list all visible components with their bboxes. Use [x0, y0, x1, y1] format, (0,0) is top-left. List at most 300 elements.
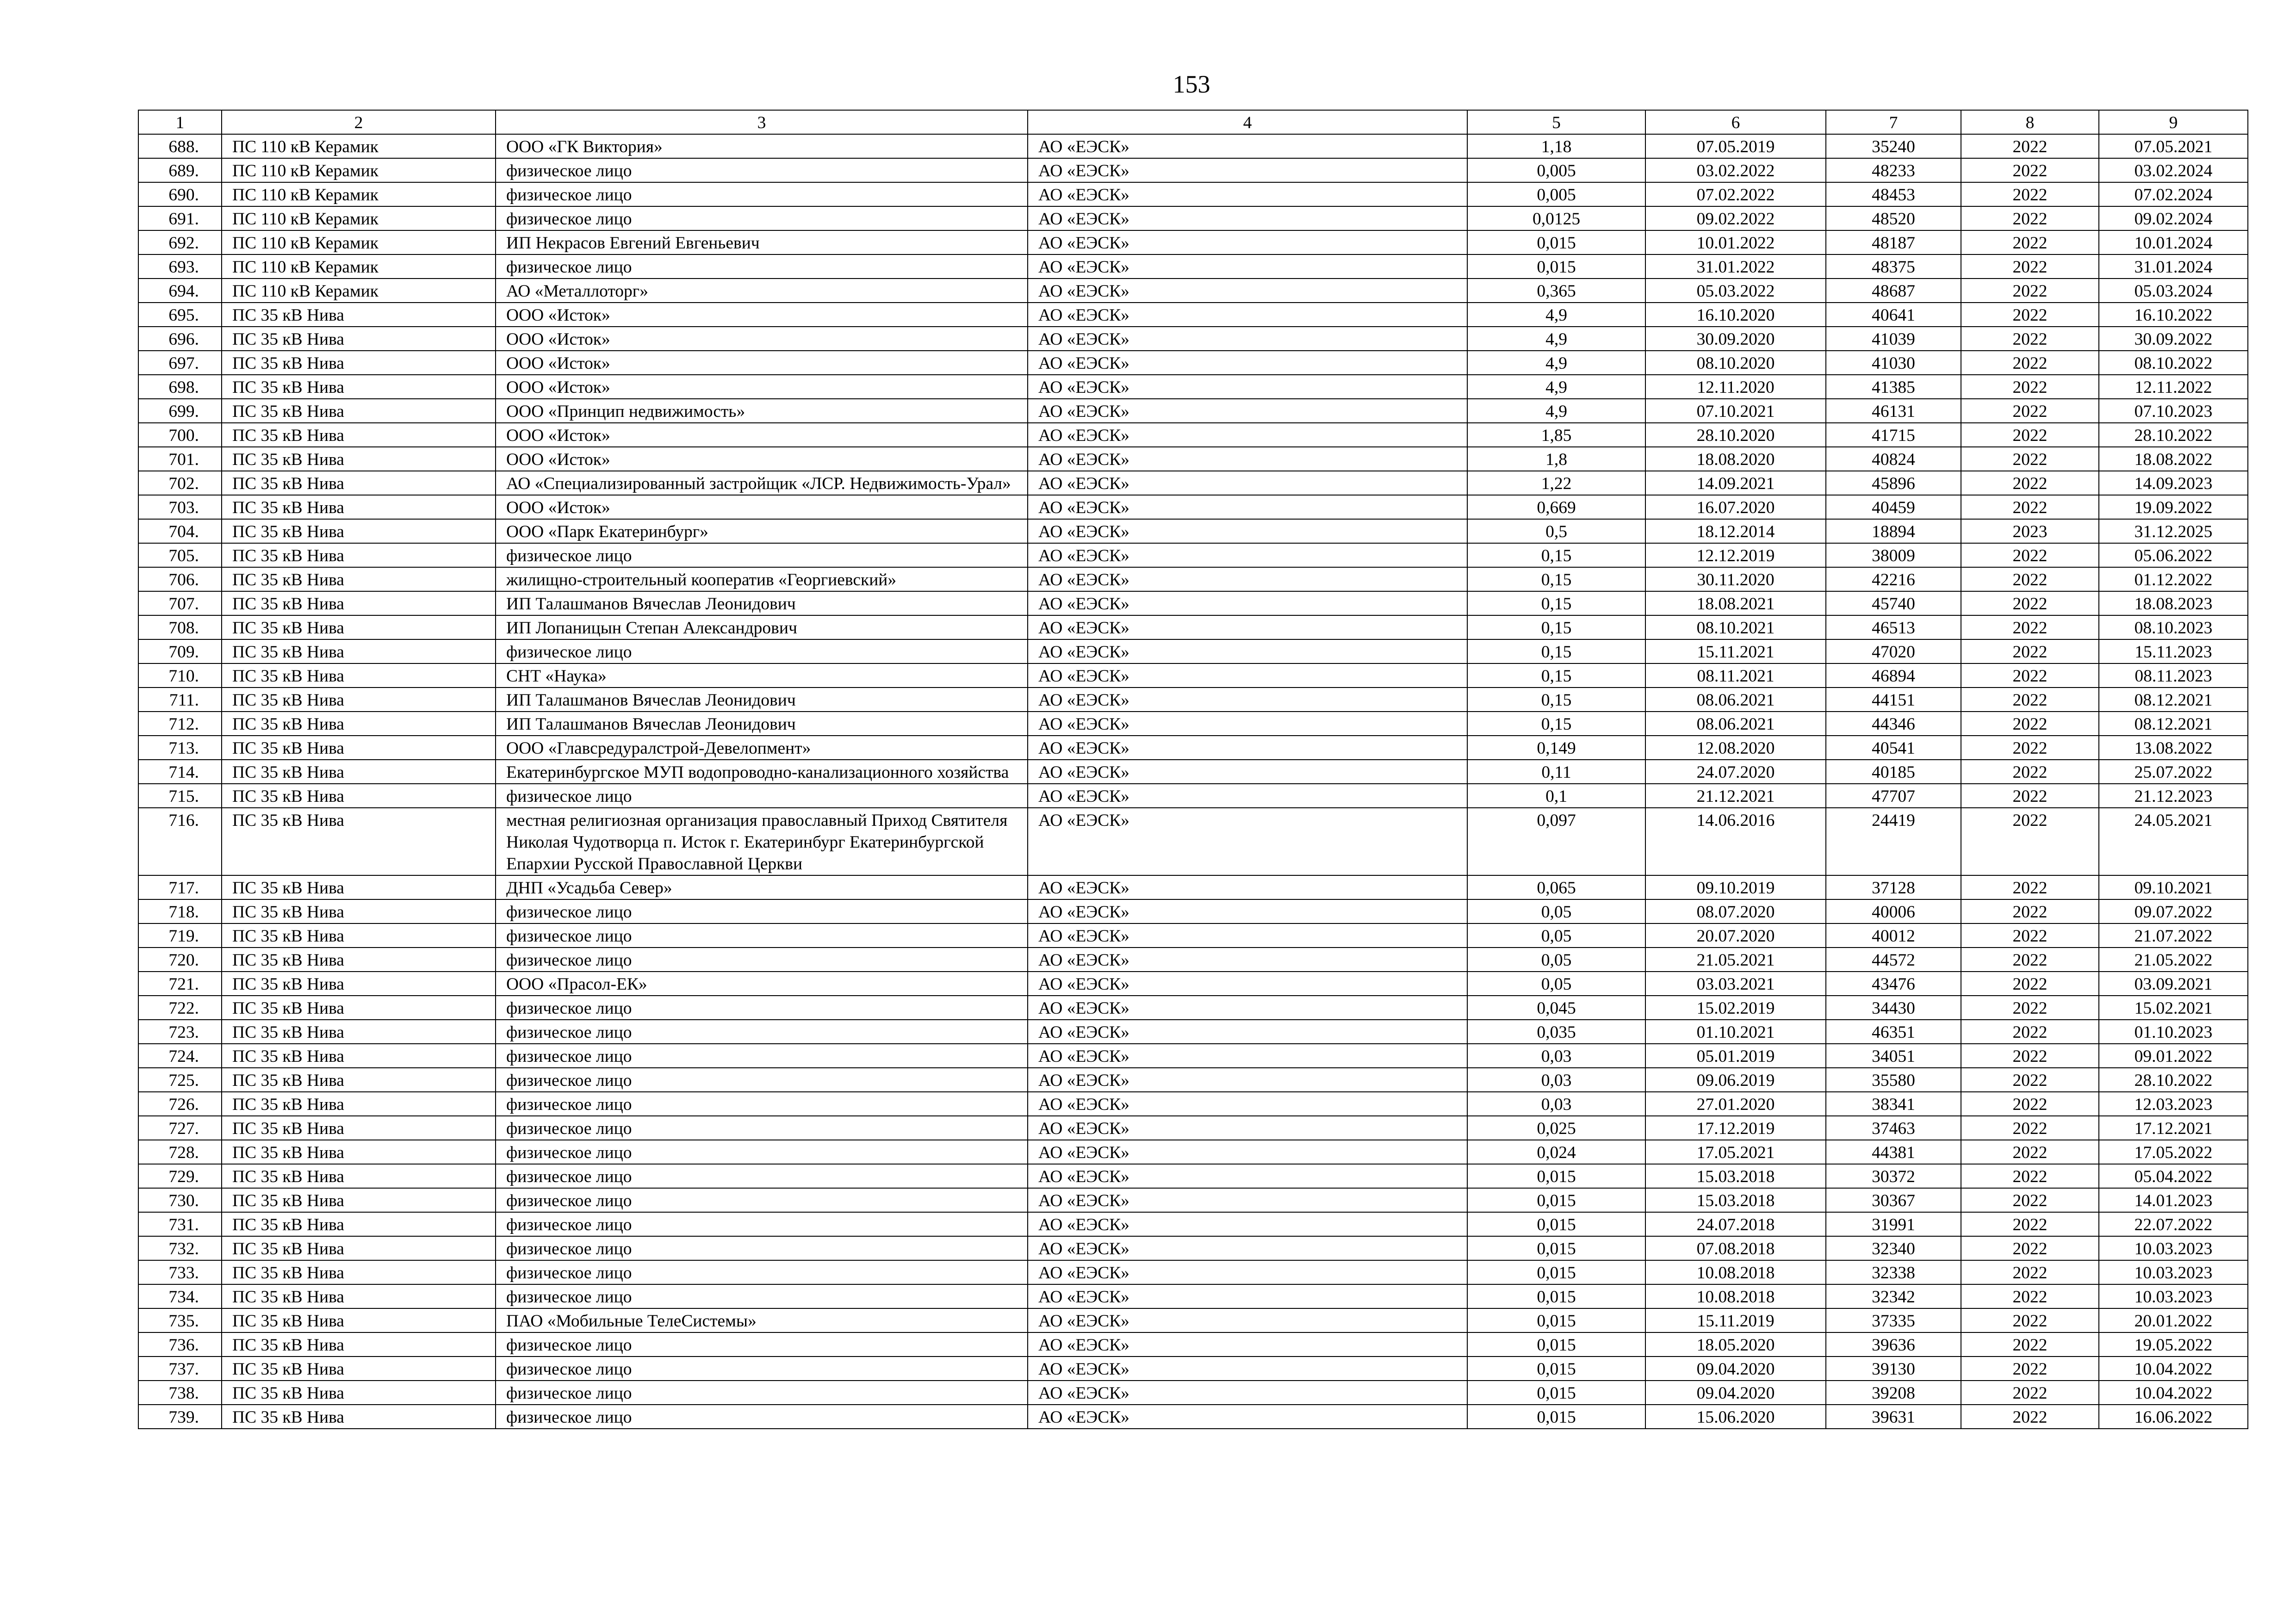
year-cell: 2022: [1961, 1381, 2099, 1405]
header-cell: 4: [1028, 110, 1467, 134]
contract-number-cell: 39208: [1826, 1381, 1961, 1405]
substation-cell: ПС 35 кВ Нива: [222, 972, 496, 996]
capacity-cell: 0,05: [1467, 923, 1645, 948]
grid-company-cell: АО «ЕЭСК»: [1028, 254, 1467, 279]
substation-cell: ПС 35 кВ Нива: [222, 875, 496, 899]
deadline-cell: 07.10.2023: [2099, 399, 2248, 423]
contract-date-cell: 12.08.2020: [1645, 736, 1826, 760]
table-row: [138, 351, 2248, 375]
deadline-cell: 12.03.2023: [2099, 1092, 2248, 1116]
capacity-cell: 0,149: [1467, 736, 1645, 760]
contract-date-cell: 09.10.2019: [1645, 875, 1826, 899]
table-row: [138, 639, 2248, 663]
contract-number-cell: 40459: [1826, 495, 1961, 519]
deadline-cell: 05.06.2022: [2099, 543, 2248, 567]
substation-cell: ПС 35 кВ Нива: [222, 519, 496, 543]
applicant-cell: физическое лицо: [496, 1236, 1028, 1260]
contract-number-cell: 48187: [1826, 230, 1961, 254]
grid-company-cell: АО «ЕЭСК»: [1028, 736, 1467, 760]
capacity-cell: 0,015: [1467, 230, 1645, 254]
contract-date-cell: 14.06.2016: [1645, 808, 1826, 875]
capacity-cell: 0,15: [1467, 639, 1645, 663]
table-row: [138, 1357, 2248, 1381]
row-number-cell: 692.: [138, 230, 222, 254]
contract-date-cell: 03.02.2022: [1645, 158, 1826, 182]
deadline-cell: 13.08.2022: [2099, 736, 2248, 760]
deadline-cell: 20.01.2022: [2099, 1308, 2248, 1332]
deadline-cell: 16.10.2022: [2099, 303, 2248, 327]
deadline-cell: 22.07.2022: [2099, 1212, 2248, 1236]
capacity-cell: 0,15: [1467, 712, 1645, 736]
grid-company-cell: АО «ЕЭСК»: [1028, 519, 1467, 543]
year-cell: 2022: [1961, 279, 2099, 303]
contract-date-cell: 08.10.2020: [1645, 351, 1826, 375]
table-row: [138, 1044, 2248, 1068]
table-row: [138, 996, 2248, 1020]
table-row: [138, 875, 2248, 899]
substation-cell: ПС 35 кВ Нива: [222, 1260, 496, 1284]
contract-number-cell: 38341: [1826, 1092, 1961, 1116]
contract-date-cell: 08.10.2021: [1645, 615, 1826, 639]
contract-number-cell: 41030: [1826, 351, 1961, 375]
deadline-cell: 15.11.2023: [2099, 639, 2248, 663]
contract-date-cell: 17.05.2021: [1645, 1140, 1826, 1164]
applicant-cell: физическое лицо: [496, 1381, 1028, 1405]
deadline-cell: 16.06.2022: [2099, 1405, 2248, 1429]
applicant-cell: СНТ «Наука»: [496, 663, 1028, 688]
table-row: [138, 423, 2248, 447]
row-number-cell: 709.: [138, 639, 222, 663]
deadline-cell: 08.12.2021: [2099, 688, 2248, 712]
row-number-cell: 694.: [138, 279, 222, 303]
applicant-cell: физическое лицо: [496, 1044, 1028, 1068]
row-number-cell: 724.: [138, 1044, 222, 1068]
row-number-cell: 690.: [138, 182, 222, 206]
substation-cell: ПС 35 кВ Нива: [222, 447, 496, 471]
applicant-cell: физическое лицо: [496, 182, 1028, 206]
header-cell: 6: [1645, 110, 1826, 134]
table-row: [138, 1140, 2248, 1164]
row-number-cell: 695.: [138, 303, 222, 327]
contract-date-cell: 09.04.2020: [1645, 1381, 1826, 1405]
deadline-cell: 10.04.2022: [2099, 1357, 2248, 1381]
applicant-cell: ИП Талашманов Вячеслав Леонидович: [496, 591, 1028, 615]
contract-number-cell: 40006: [1826, 899, 1961, 923]
row-number-cell: 729.: [138, 1164, 222, 1188]
deadline-cell: 31.01.2024: [2099, 254, 2248, 279]
row-number-cell: 722.: [138, 996, 222, 1020]
table-row: [138, 923, 2248, 948]
year-cell: 2022: [1961, 1332, 2099, 1357]
capacity-cell: 0,015: [1467, 1381, 1645, 1405]
row-number-cell: 732.: [138, 1236, 222, 1260]
capacity-cell: 4,9: [1467, 327, 1645, 351]
contract-date-cell: 15.11.2019: [1645, 1308, 1826, 1332]
grid-company-cell: АО «ЕЭСК»: [1028, 663, 1467, 688]
capacity-cell: 0,035: [1467, 1020, 1645, 1044]
grid-company-cell: АО «ЕЭСК»: [1028, 1236, 1467, 1260]
contract-date-cell: 18.08.2020: [1645, 447, 1826, 471]
table-row: [138, 1236, 2248, 1260]
substation-cell: ПС 35 кВ Нива: [222, 1044, 496, 1068]
contract-number-cell: 46351: [1826, 1020, 1961, 1044]
contract-number-cell: 18894: [1826, 519, 1961, 543]
capacity-cell: 0,024: [1467, 1140, 1645, 1164]
applicant-cell: ООО «Исток»: [496, 351, 1028, 375]
applicant-cell: физическое лицо: [496, 1405, 1028, 1429]
grid-company-cell: АО «ЕЭСК»: [1028, 303, 1467, 327]
row-number-cell: 739.: [138, 1405, 222, 1429]
year-cell: 2022: [1961, 1236, 2099, 1260]
substation-cell: ПС 35 кВ Нива: [222, 375, 496, 399]
grid-company-cell: АО «ЕЭСК»: [1028, 996, 1467, 1020]
applicant-cell: физическое лицо: [496, 254, 1028, 279]
year-cell: 2022: [1961, 972, 2099, 996]
row-number-cell: 720.: [138, 948, 222, 972]
table-row: [138, 399, 2248, 423]
year-cell: 2022: [1961, 1308, 2099, 1332]
applicant-cell: физическое лицо: [496, 1188, 1028, 1212]
contract-date-cell: 15.11.2021: [1645, 639, 1826, 663]
row-number-cell: 730.: [138, 1188, 222, 1212]
table-row: [138, 303, 2248, 327]
contract-date-cell: 21.12.2021: [1645, 784, 1826, 808]
capacity-cell: 0,065: [1467, 875, 1645, 899]
header-cell: 1: [138, 110, 222, 134]
table-row: [138, 1332, 2248, 1357]
applicant-cell: ООО «Исток»: [496, 495, 1028, 519]
contract-number-cell: 45896: [1826, 471, 1961, 495]
contract-number-cell: 32342: [1826, 1284, 1961, 1308]
applicant-cell: АО «Металлоторг»: [496, 279, 1028, 303]
applicant-cell: физическое лицо: [496, 996, 1028, 1020]
grid-company-cell: АО «ЕЭСК»: [1028, 1284, 1467, 1308]
capacity-cell: 0,015: [1467, 1357, 1645, 1381]
applicant-cell: ИП Лопаницын Степан Александрович: [496, 615, 1028, 639]
grid-company-cell: АО «ЕЭСК»: [1028, 808, 1467, 875]
deadline-cell: 03.02.2024: [2099, 158, 2248, 182]
capacity-cell: 0,15: [1467, 543, 1645, 567]
substation-cell: ПС 35 кВ Нива: [222, 327, 496, 351]
deadline-cell: 09.01.2022: [2099, 1044, 2248, 1068]
row-number-cell: 705.: [138, 543, 222, 567]
capacity-cell: 0,1: [1467, 784, 1645, 808]
deadline-cell: 30.09.2022: [2099, 327, 2248, 351]
contract-date-cell: 08.07.2020: [1645, 899, 1826, 923]
contract-number-cell: 35580: [1826, 1068, 1961, 1092]
contract-number-cell: 44346: [1826, 712, 1961, 736]
deadline-cell: 08.11.2023: [2099, 663, 2248, 688]
contract-date-cell: 31.01.2022: [1645, 254, 1826, 279]
applicant-cell: физическое лицо: [496, 1284, 1028, 1308]
applicant-cell: физическое лицо: [496, 1092, 1028, 1116]
substation-cell: ПС 35 кВ Нива: [222, 1116, 496, 1140]
page-number: 153: [1173, 70, 1210, 98]
header-cell: 8: [1961, 110, 2099, 134]
contract-date-cell: 05.01.2019: [1645, 1044, 1826, 1068]
row-number-cell: 701.: [138, 447, 222, 471]
capacity-cell: 0,015: [1467, 1332, 1645, 1357]
capacity-cell: 4,9: [1467, 303, 1645, 327]
row-number-cell: 723.: [138, 1020, 222, 1044]
applicant-cell: ООО «Исток»: [496, 303, 1028, 327]
capacity-cell: 0,015: [1467, 1405, 1645, 1429]
deadline-cell: 09.02.2024: [2099, 206, 2248, 230]
year-cell: 2022: [1961, 1212, 2099, 1236]
table-row: [138, 712, 2248, 736]
contract-date-cell: 10.08.2018: [1645, 1284, 1826, 1308]
capacity-cell: 4,9: [1467, 351, 1645, 375]
table-row: [138, 899, 2248, 923]
applicant-cell: ООО «Прасол-ЕК»: [496, 972, 1028, 996]
contract-number-cell: 32338: [1826, 1260, 1961, 1284]
contract-date-cell: 30.09.2020: [1645, 327, 1826, 351]
row-number-cell: 738.: [138, 1381, 222, 1405]
year-cell: 2022: [1961, 1405, 2099, 1429]
year-cell: 2022: [1961, 1068, 2099, 1092]
contract-date-cell: 20.07.2020: [1645, 923, 1826, 948]
contract-date-cell: 18.12.2014: [1645, 519, 1826, 543]
deadline-cell: 01.12.2022: [2099, 567, 2248, 591]
contract-date-cell: 18.08.2021: [1645, 591, 1826, 615]
contract-date-cell: 07.08.2018: [1645, 1236, 1826, 1260]
row-number-cell: 721.: [138, 972, 222, 996]
grid-company-cell: АО «ЕЭСК»: [1028, 471, 1467, 495]
row-number-cell: 703.: [138, 495, 222, 519]
table-row: [138, 948, 2248, 972]
capacity-cell: 0,15: [1467, 591, 1645, 615]
deadline-cell: 10.01.2024: [2099, 230, 2248, 254]
deadline-cell: 21.05.2022: [2099, 948, 2248, 972]
year-cell: 2022: [1961, 688, 2099, 712]
table-row: [138, 736, 2248, 760]
year-cell: 2022: [1961, 1164, 2099, 1188]
table-row: [138, 471, 2248, 495]
deadline-cell: 21.12.2023: [2099, 784, 2248, 808]
row-number-cell: 728.: [138, 1140, 222, 1164]
grid-company-cell: АО «ЕЭСК»: [1028, 1405, 1467, 1429]
deadline-cell: 05.03.2024: [2099, 279, 2248, 303]
capacity-cell: 4,9: [1467, 375, 1645, 399]
table-row: [138, 1164, 2248, 1188]
deadline-cell: 17.12.2021: [2099, 1116, 2248, 1140]
contract-date-cell: 15.03.2018: [1645, 1164, 1826, 1188]
year-cell: 2022: [1961, 1357, 2099, 1381]
contract-number-cell: 31991: [1826, 1212, 1961, 1236]
substation-cell: ПС 35 кВ Нива: [222, 1405, 496, 1429]
contract-number-cell: 47707: [1826, 784, 1961, 808]
substation-cell: ПС 35 кВ Нива: [222, 712, 496, 736]
table-row: [138, 972, 2248, 996]
applicant-cell: физическое лицо: [496, 923, 1028, 948]
capacity-cell: 1,85: [1467, 423, 1645, 447]
capacity-cell: 0,005: [1467, 158, 1645, 182]
table-row: [138, 591, 2248, 615]
applicant-cell: ООО «Парк Екатеринбург»: [496, 519, 1028, 543]
table-header-row: [138, 110, 2248, 134]
data-table: [138, 110, 2248, 1429]
table-row: [138, 1068, 2248, 1092]
capacity-cell: 0,05: [1467, 899, 1645, 923]
contract-date-cell: 18.05.2020: [1645, 1332, 1826, 1357]
applicant-cell: физическое лицо: [496, 543, 1028, 567]
contract-date-cell: 07.05.2019: [1645, 134, 1826, 158]
year-cell: 2022: [1961, 899, 2099, 923]
applicant-cell: физическое лицо: [496, 1357, 1028, 1381]
row-number-cell: 702.: [138, 471, 222, 495]
contract-date-cell: 12.12.2019: [1645, 543, 1826, 567]
substation-cell: ПС 35 кВ Нива: [222, 688, 496, 712]
deadline-cell: 17.05.2022: [2099, 1140, 2248, 1164]
year-cell: 2022: [1961, 327, 2099, 351]
substation-cell: ПС 35 кВ Нива: [222, 948, 496, 972]
contract-number-cell: 40185: [1826, 760, 1961, 784]
grid-company-cell: АО «ЕЭСК»: [1028, 875, 1467, 899]
contract-number-cell: 43476: [1826, 972, 1961, 996]
contract-number-cell: 37463: [1826, 1116, 1961, 1140]
year-cell: 2022: [1961, 712, 2099, 736]
year-cell: 2022: [1961, 663, 2099, 688]
row-number-cell: 725.: [138, 1068, 222, 1092]
deadline-cell: 10.03.2023: [2099, 1260, 2248, 1284]
grid-company-cell: АО «ЕЭСК»: [1028, 182, 1467, 206]
grid-company-cell: АО «ЕЭСК»: [1028, 399, 1467, 423]
capacity-cell: 0,03: [1467, 1092, 1645, 1116]
capacity-cell: 0,015: [1467, 1236, 1645, 1260]
contract-number-cell: 41039: [1826, 327, 1961, 351]
table-row: [138, 1381, 2248, 1405]
deadline-cell: 15.02.2021: [2099, 996, 2248, 1020]
contract-number-cell: 46513: [1826, 615, 1961, 639]
table-row: [138, 327, 2248, 351]
contract-number-cell: 38009: [1826, 543, 1961, 567]
contract-number-cell: 39636: [1826, 1332, 1961, 1357]
row-number-cell: 688.: [138, 134, 222, 158]
applicant-cell: физическое лицо: [496, 206, 1028, 230]
table-row: [138, 1212, 2248, 1236]
capacity-cell: 0,5: [1467, 519, 1645, 543]
year-cell: 2022: [1961, 1140, 2099, 1164]
deadline-cell: 10.03.2023: [2099, 1284, 2248, 1308]
grid-company-cell: АО «ЕЭСК»: [1028, 447, 1467, 471]
table-row: [138, 375, 2248, 399]
substation-cell: ПС 35 кВ Нива: [222, 639, 496, 663]
contract-date-cell: 16.07.2020: [1645, 495, 1826, 519]
contract-date-cell: 08.11.2021: [1645, 663, 1826, 688]
capacity-cell: 1,8: [1467, 447, 1645, 471]
capacity-cell: 0,015: [1467, 254, 1645, 279]
substation-cell: ПС 35 кВ Нива: [222, 615, 496, 639]
table-row: [138, 158, 2248, 182]
contract-number-cell: 40641: [1826, 303, 1961, 327]
contract-number-cell: 30372: [1826, 1164, 1961, 1188]
grid-company-cell: АО «ЕЭСК»: [1028, 1116, 1467, 1140]
year-cell: 2022: [1961, 615, 2099, 639]
table-row: [138, 254, 2248, 279]
applicant-cell: физическое лицо: [496, 1068, 1028, 1092]
applicant-cell: ООО «Исток»: [496, 327, 1028, 351]
year-cell: 2022: [1961, 923, 2099, 948]
deadline-cell: 01.10.2023: [2099, 1020, 2248, 1044]
grid-company-cell: АО «ЕЭСК»: [1028, 899, 1467, 923]
applicant-cell: физическое лицо: [496, 948, 1028, 972]
table-row: [138, 808, 2248, 875]
applicant-cell: ООО «Главсредуралстрой-Девелопмент»: [496, 736, 1028, 760]
substation-cell: ПС 35 кВ Нива: [222, 1092, 496, 1116]
contract-date-cell: 15.03.2018: [1645, 1188, 1826, 1212]
contract-date-cell: 17.12.2019: [1645, 1116, 1826, 1140]
row-number-cell: 693.: [138, 254, 222, 279]
substation-cell: ПС 35 кВ Нива: [222, 591, 496, 615]
contract-date-cell: 14.09.2021: [1645, 471, 1826, 495]
table-row: [138, 206, 2248, 230]
row-number-cell: 707.: [138, 591, 222, 615]
substation-cell: ПС 35 кВ Нива: [222, 663, 496, 688]
row-number-cell: 696.: [138, 327, 222, 351]
substation-cell: ПС 35 кВ Нива: [222, 471, 496, 495]
table-row: [138, 567, 2248, 591]
substation-cell: ПС 35 кВ Нива: [222, 1308, 496, 1332]
deadline-cell: 03.09.2021: [2099, 972, 2248, 996]
applicant-cell: ИП Талашманов Вячеслав Леонидович: [496, 712, 1028, 736]
capacity-cell: 0,015: [1467, 1188, 1645, 1212]
year-cell: 2022: [1961, 351, 2099, 375]
substation-cell: ПС 35 кВ Нива: [222, 808, 496, 875]
table-row: [138, 1188, 2248, 1212]
grid-company-cell: АО «ЕЭСК»: [1028, 230, 1467, 254]
year-cell: 2022: [1961, 736, 2099, 760]
deadline-cell: 07.02.2024: [2099, 182, 2248, 206]
capacity-cell: 0,025: [1467, 1116, 1645, 1140]
header-cell: 5: [1467, 110, 1645, 134]
capacity-cell: 0,05: [1467, 948, 1645, 972]
deadline-cell: 07.05.2021: [2099, 134, 2248, 158]
substation-cell: ПС 35 кВ Нива: [222, 1357, 496, 1381]
substation-cell: ПС 35 кВ Нива: [222, 1212, 496, 1236]
year-cell: 2022: [1961, 1020, 2099, 1044]
capacity-cell: 0,15: [1467, 688, 1645, 712]
contract-date-cell: 07.10.2021: [1645, 399, 1826, 423]
applicant-cell: физическое лицо: [496, 1332, 1028, 1357]
table-row: [138, 784, 2248, 808]
substation-cell: ПС 35 кВ Нива: [222, 543, 496, 567]
year-cell: 2022: [1961, 447, 2099, 471]
contract-number-cell: 44572: [1826, 948, 1961, 972]
grid-company-cell: АО «ЕЭСК»: [1028, 327, 1467, 351]
table-row: [138, 447, 2248, 471]
row-number-cell: 700.: [138, 423, 222, 447]
contract-number-cell: 44151: [1826, 688, 1961, 712]
substation-cell: ПС 35 кВ Нива: [222, 1164, 496, 1188]
applicant-cell: жилищно-строительный кооператив «Георгиевский»: [496, 567, 1028, 591]
deadline-cell: 31.12.2025: [2099, 519, 2248, 543]
contract-date-cell: 09.06.2019: [1645, 1068, 1826, 1092]
year-cell: 2022: [1961, 182, 2099, 206]
year-cell: 2022: [1961, 784, 2099, 808]
deadline-cell: 05.04.2022: [2099, 1164, 2248, 1188]
table-row: [138, 1405, 2248, 1429]
year-cell: 2022: [1961, 875, 2099, 899]
year-cell: 2022: [1961, 1116, 2099, 1140]
applicant-cell: физическое лицо: [496, 784, 1028, 808]
applicant-cell: ООО «ГК Виктория»: [496, 134, 1028, 158]
applicant-cell: физическое лицо: [496, 639, 1028, 663]
year-cell: 2022: [1961, 495, 2099, 519]
substation-cell: ПС 35 кВ Нива: [222, 923, 496, 948]
substation-cell: ПС 35 кВ Нива: [222, 1140, 496, 1164]
applicant-cell: ИП Некрасов Евгений Евгеньевич: [496, 230, 1028, 254]
row-number-cell: 734.: [138, 1284, 222, 1308]
